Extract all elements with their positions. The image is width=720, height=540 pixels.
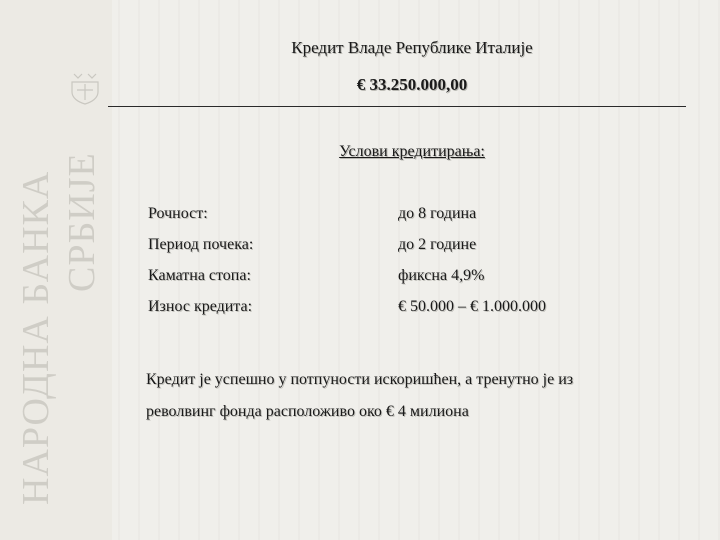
page-title: Кредит Владе Републике Италије [291,38,533,57]
credit-note [146,364,691,428]
term-value: € 50.000 – € 1.000.000 [398,298,546,315]
divider [108,106,686,107]
watermark-line-2: СРБИЈЕ [61,152,103,292]
term-label: Каматна стопа: [148,267,251,284]
term-label: Период почека: [148,236,254,253]
coat-of-arms-icon [68,70,102,106]
term-value: до 8 година [398,205,477,222]
note-line-1: Кредит је успешно у потпуности искоришћен, а тренутно је из [146,371,574,388]
note-line-2: револвинг фонда расположиво око € 4 милиона [146,403,469,420]
section-heading: Услови кредитирања: [339,143,485,160]
term-value: до 2 године [398,236,477,253]
credit-amount: € 33.250.000,00 [356,75,468,94]
watermark-line-1: НАРОДНА БАНКА [15,170,57,505]
term-value: фиксна 4,9% [398,267,485,284]
term-label: Рочност: [148,205,208,222]
term-label: Износ кредита: [148,298,253,315]
